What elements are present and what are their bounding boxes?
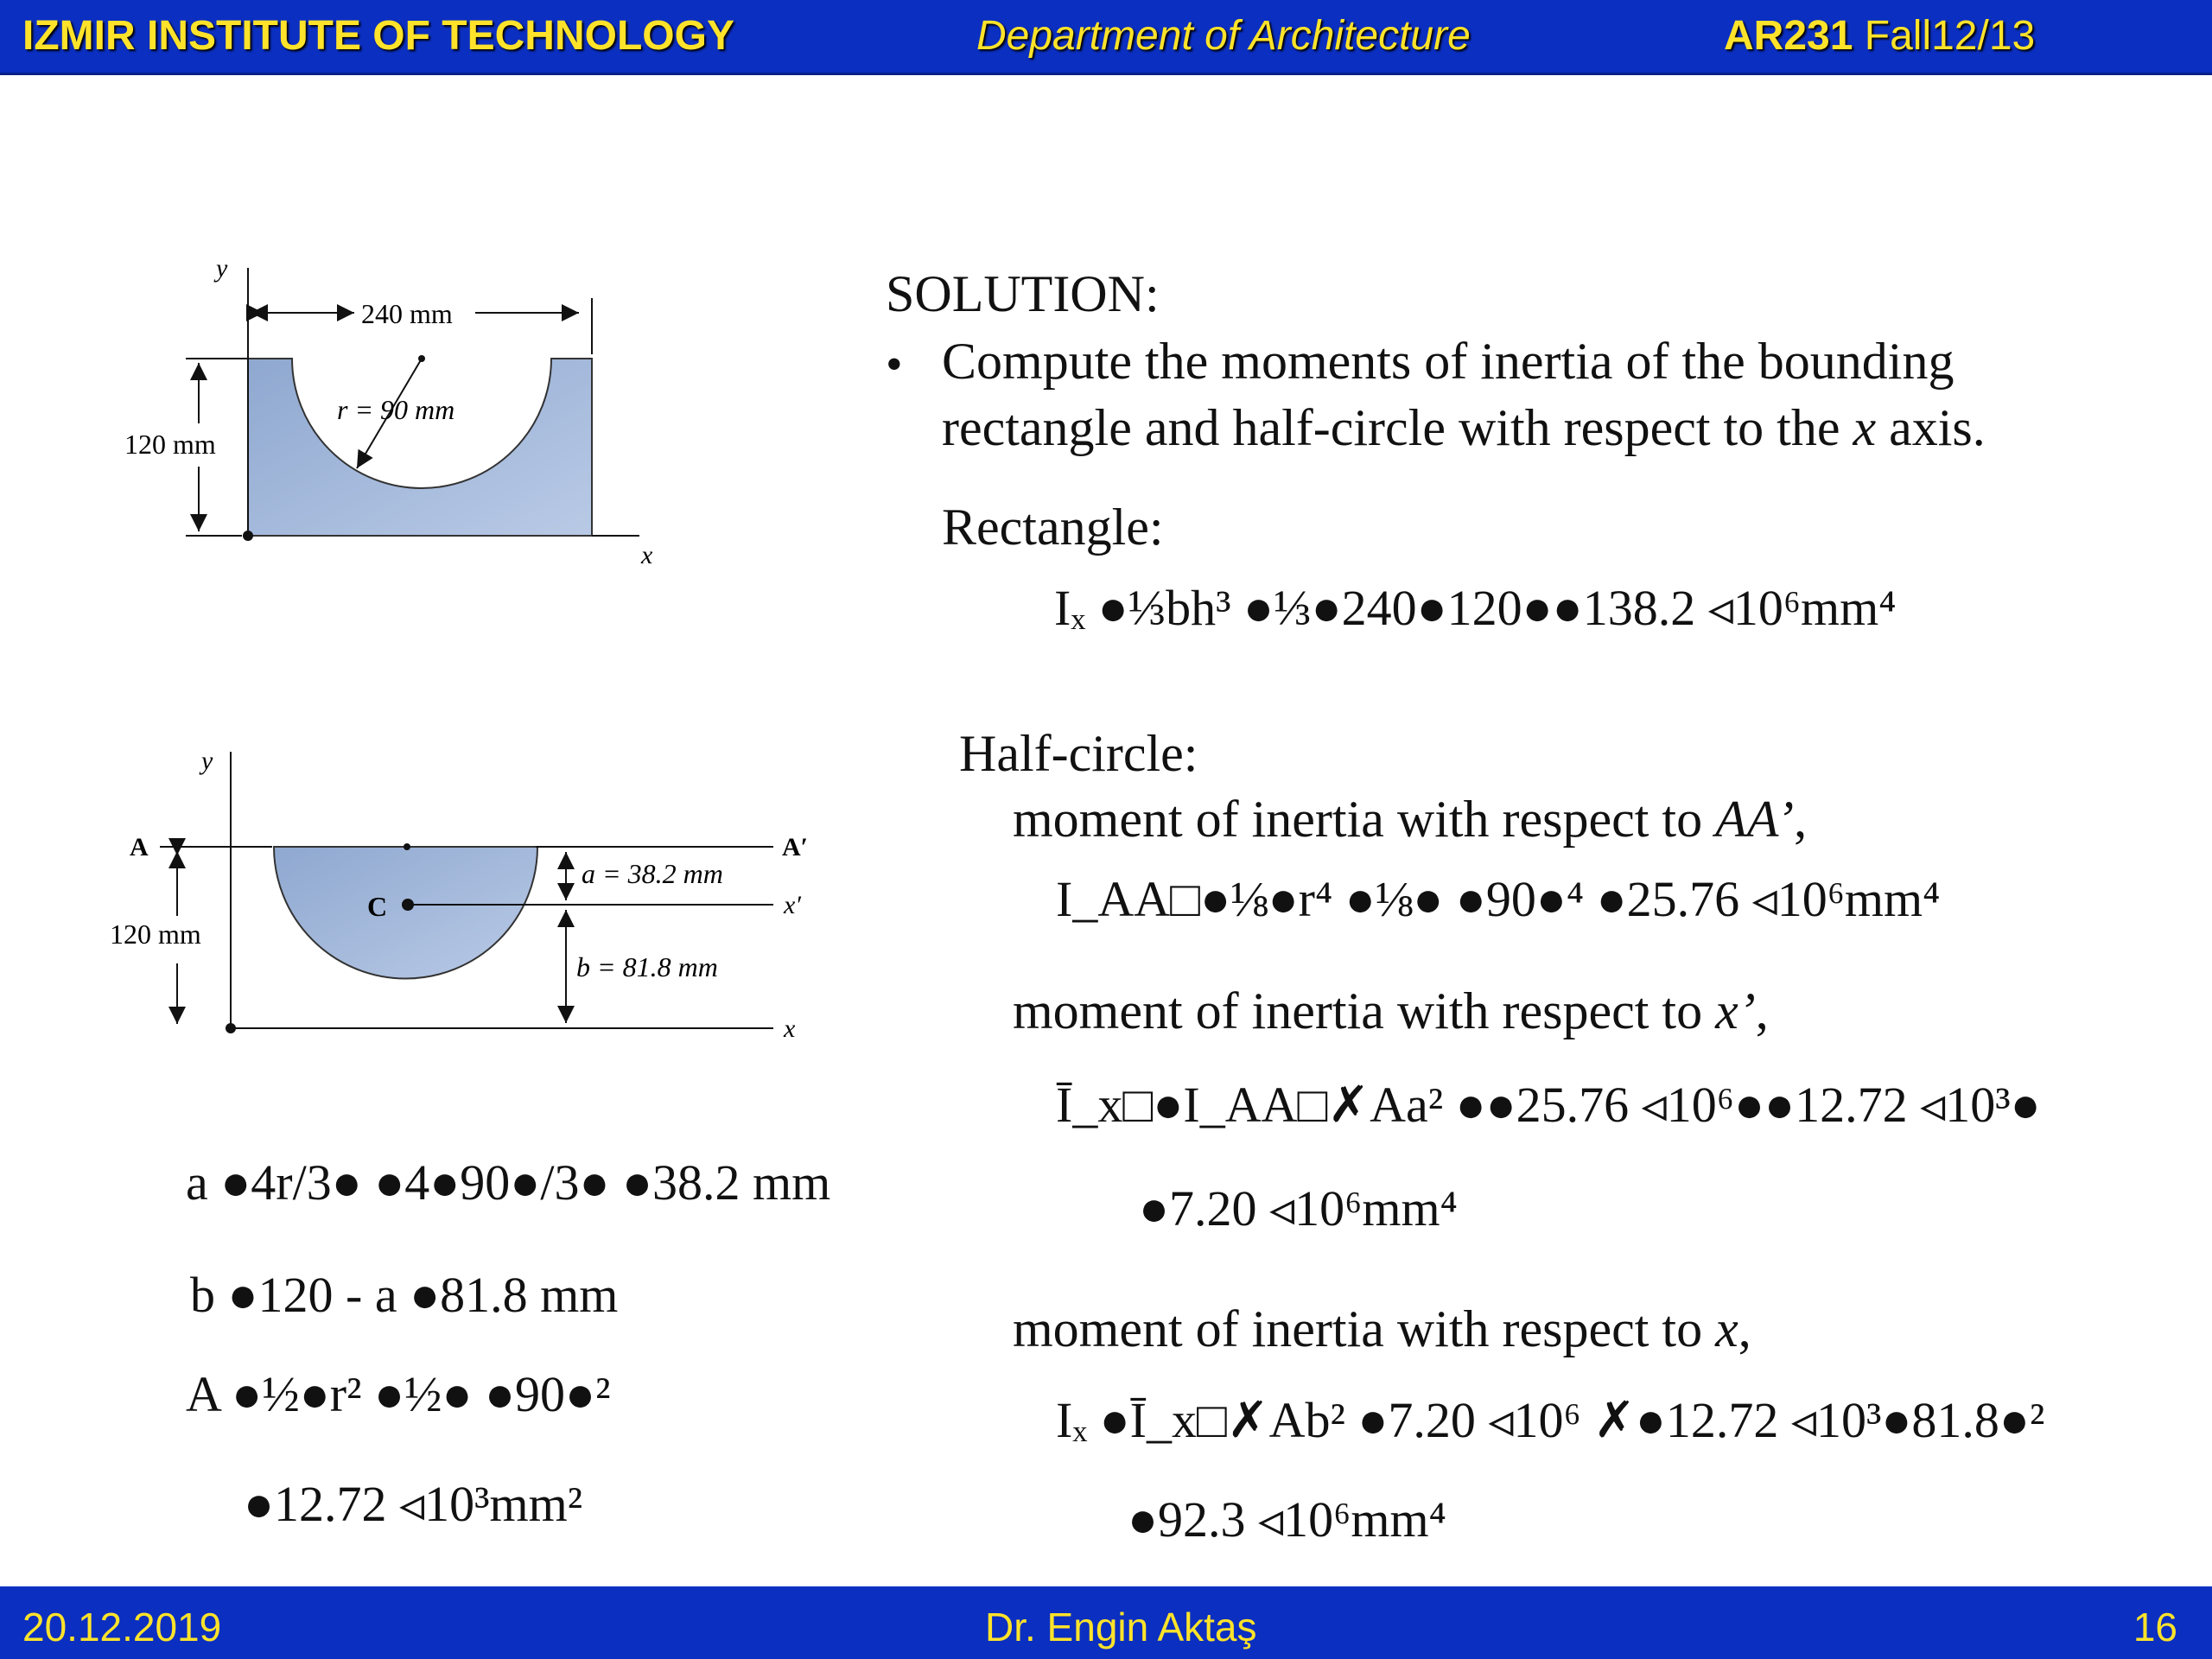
figure-rectangle-svg xyxy=(112,251,683,588)
moment-aa-post: , xyxy=(1794,791,1808,848)
equation-xp-line2: ●7.20 ◃10⁶mm⁴ xyxy=(1139,1180,1458,1236)
moment-aa-text xyxy=(1013,791,1808,848)
b-dimension-label: b = 81.8 mm xyxy=(576,951,718,982)
bullet-line-1: Compute the moments of inertia of the bounding xyxy=(942,333,1955,390)
x-axis-label: x xyxy=(641,541,653,569)
moment-xp-post: , xyxy=(1755,982,1769,1039)
moment-x-var: x xyxy=(1715,1300,1738,1357)
height-dimension-label: 120 mm xyxy=(124,429,216,460)
height-dimension-label-bottom: 120 mm xyxy=(110,918,201,950)
footer-author: Dr. Engin Aktaş xyxy=(985,1605,1257,1649)
rectangle-label: Rectangle: xyxy=(942,499,1164,556)
figure-half-circle-svg xyxy=(99,743,842,1054)
half-circle-label: Half-circle: xyxy=(959,725,1198,782)
equation-area-line2: ●12.72 ◃10³mm² xyxy=(244,1476,583,1532)
course-term: Fall12/13 xyxy=(1864,13,2036,59)
bullet-marker: • xyxy=(886,338,903,391)
figure-half-circle xyxy=(99,743,842,1054)
course-code: AR231 xyxy=(1724,13,1853,59)
moment-xp-text xyxy=(1013,982,1769,1039)
x-axis-label-bottom: x xyxy=(784,1014,796,1043)
equation-x-line2: ●92.3 ◃10⁶mm⁴ xyxy=(1128,1491,1446,1548)
y-axis-label: y xyxy=(216,254,228,283)
equation-area-line1: A ●½●r² ●½● ●90●² xyxy=(186,1366,611,1422)
radius-label: r = 90 mm xyxy=(337,394,455,425)
a-dimension-label: a = 38.2 mm xyxy=(582,858,723,889)
x-prime-label: x′ xyxy=(784,891,801,919)
a-prime-line-label: A′ xyxy=(782,833,809,861)
page-number: 16 xyxy=(2133,1605,2177,1649)
moment-xp-pre: moment of inertia with respect to xyxy=(1013,982,1716,1039)
equation-aa: I_AA□●⅛●r⁴ ●⅛● ●90●⁴ ●25.76 ◃10⁶mm⁴ xyxy=(1056,871,1941,927)
bullet-line-2-var: x xyxy=(1853,399,1877,456)
equation-b: b ●120 - a ●81.8 mm xyxy=(190,1267,619,1323)
footer-bar xyxy=(0,1586,2212,1659)
moment-xp-var: x’ xyxy=(1715,982,1756,1039)
solution-heading: SOLUTION: xyxy=(886,265,1160,322)
centroid-label: C xyxy=(367,891,388,922)
moment-x-post: , xyxy=(1738,1300,1751,1357)
a-line-label: A xyxy=(130,833,149,861)
equation-xp-line1: Ī_x□●I_AA□✗Aa² ●●25.76 ◃10⁶●●12.72 ◃10³● xyxy=(1056,1077,2041,1133)
y-axis-label-bottom: y xyxy=(201,747,213,775)
half-circle-shape xyxy=(274,847,537,979)
moment-aa-pre: moment of inertia with respect to xyxy=(1013,791,1716,848)
course-info xyxy=(1724,12,2035,60)
institute-name: IZMIR INSTITUTE OF TECHNOLOGY xyxy=(22,13,734,59)
equation-x-line1: Iₓ ●Ī_x□✗Ab² ●7.20 ◃10⁶ ✗●12.72 ◃10³●81.8●² xyxy=(1056,1392,2045,1448)
department-name: Department of Architecture xyxy=(976,13,1471,59)
rectangle-equation: Iₓ ●⅓bh³ ●⅓●240●120●●138.2 ◃10⁶mm⁴ xyxy=(1054,580,1897,636)
bullet-line-2-post: axis. xyxy=(1876,399,1986,456)
figure-rectangle-cutout xyxy=(112,251,683,588)
equation-a: a ●4r/3● ●4●90●/3● ●38.2 mm xyxy=(186,1154,831,1211)
width-dimension-label: 240 mm xyxy=(361,298,453,329)
header-bar xyxy=(0,0,2212,75)
moment-x-text xyxy=(1013,1300,1751,1357)
moment-x-pre: moment of inertia with respect to xyxy=(1013,1300,1716,1357)
bullet-line-2 xyxy=(942,399,1986,456)
section-shape xyxy=(248,359,592,536)
bullet-line-2-pre: rectangle and half-circle with respect to the xyxy=(942,399,1853,456)
moment-aa-var: AA’ xyxy=(1715,791,1795,848)
footer-date: 20.12.2019 xyxy=(22,1605,222,1649)
